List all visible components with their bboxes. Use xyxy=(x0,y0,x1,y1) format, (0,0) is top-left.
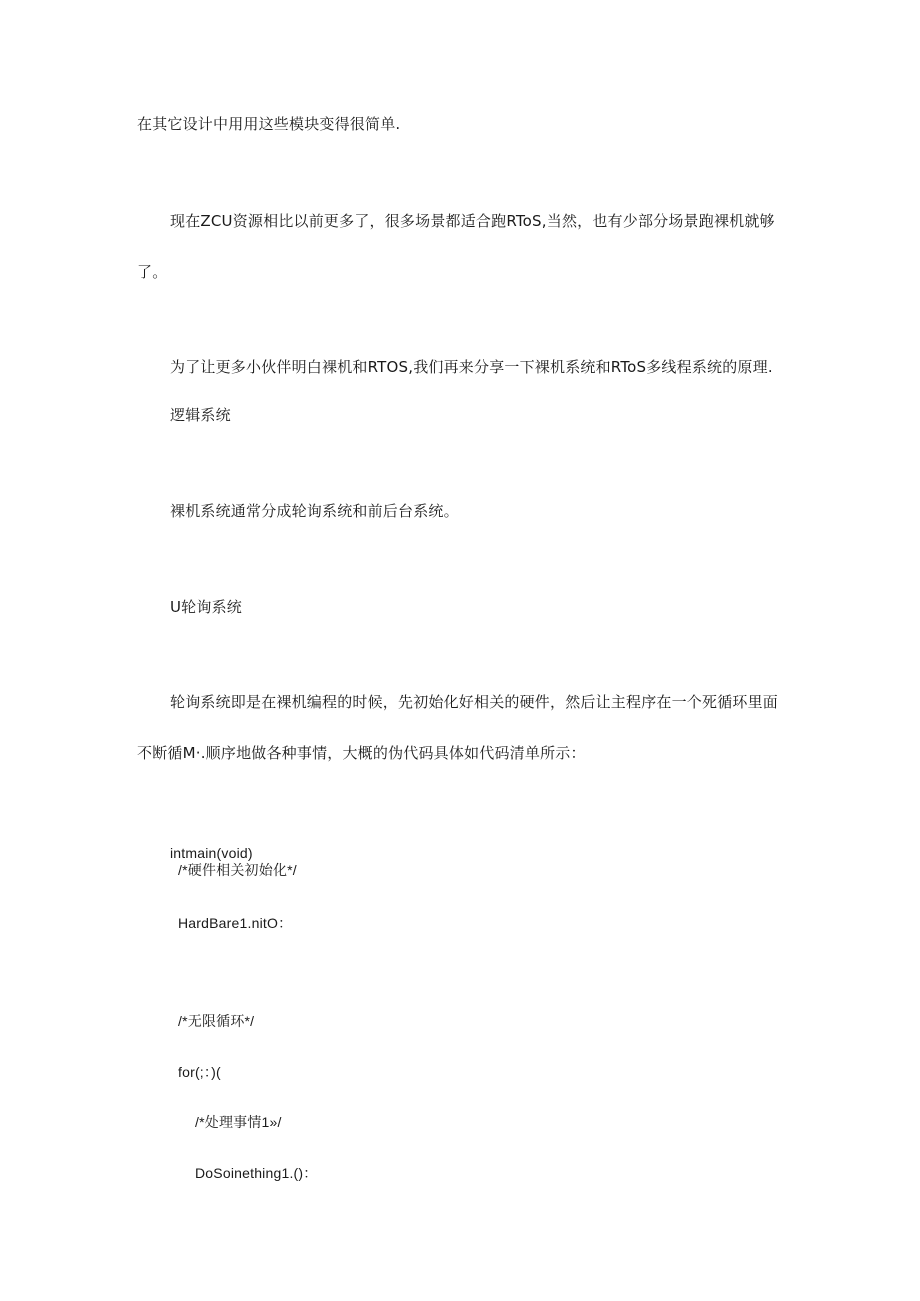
code-line: DoSoinething1.()： xyxy=(195,1165,318,1181)
paragraph-line: 不断循M·.顺序地做各种事情，大概的伪代码具体如代码清单所示： xyxy=(137,744,586,762)
code-comment: /*硬件相关初始化*/ xyxy=(178,862,297,878)
code-line: intmain(void) xyxy=(170,845,253,861)
code-comment: /*处理事情1»/ xyxy=(195,1114,282,1130)
paragraph-line: 轮询系统即是在裸机编程的时候，先初始化好相关的硬件，然后让主程序在一个死循环里面 xyxy=(170,693,779,711)
paragraph-line: 在其它设计中用用这些模块变得很简单. xyxy=(137,115,401,133)
code-line: for(;：)( xyxy=(178,1064,221,1080)
paragraph-line: 了。 xyxy=(137,263,168,281)
paragraph-line: 裸机系统通常分成轮询系统和前后台系统。 xyxy=(170,502,459,520)
section-heading: 逻辑系统 xyxy=(170,406,231,424)
code-comment: /*无限循环*/ xyxy=(178,1013,255,1029)
section-heading: U轮询系统 xyxy=(170,598,242,616)
code-line: HardBare1.nitO： xyxy=(178,915,293,931)
paragraph-line: 现在ZCU资源相比以前更多了，很多场景都适合跑RToS,当然，也有少部分场景跑裸机就够 xyxy=(170,212,775,230)
paragraph-line: 为了让更多小伙伴明白裸机和RTOS,我们再来分享一下裸机系统和RToS多线程系统的原理. xyxy=(170,358,773,376)
